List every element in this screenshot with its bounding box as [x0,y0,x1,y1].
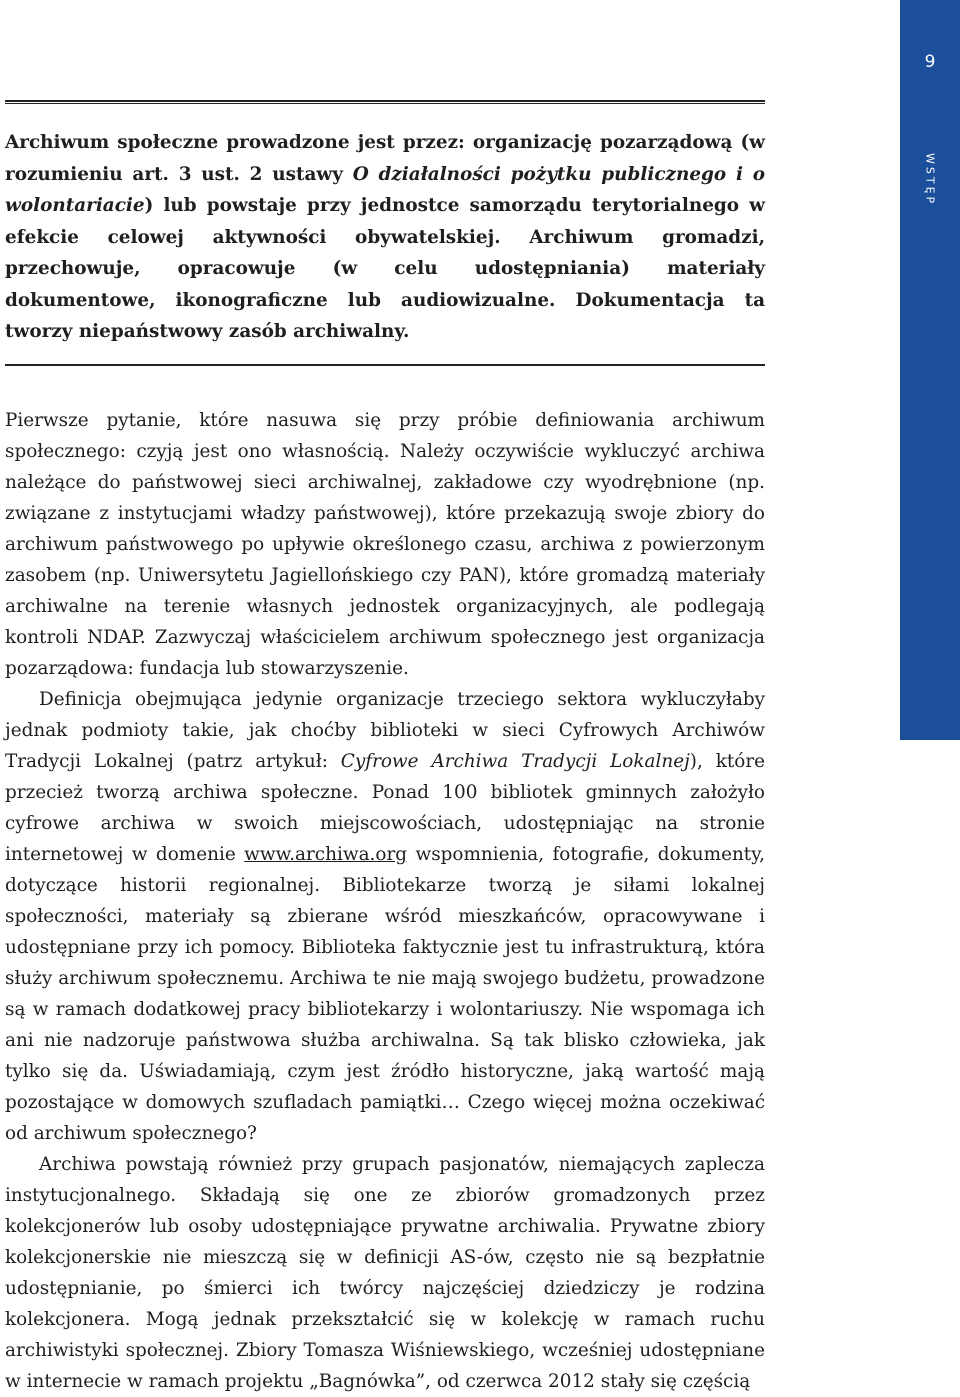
paragraph-2 [5,684,765,1149]
p2-article-title: Cyfrowe Archiwa Tradycji Lokalnej [340,751,690,772]
top-rule [5,100,765,104]
lead-text-2: ) lub powstaje przy jednostce samorządu terytorialnego w efekcie celowej aktywności obywatelskiej. Archiwum gromadzi, przechowuje, opracowuje (w celu udostępniania) materiały dokumentowe, ikonograficzne lub audiowizualne. Dokumentacja ta tworzy niepaństwowy zasób archiwalny. [5,195,765,342]
p2-text-b: ), które przecież tworzą archiwa społeczne. Ponad 100 bibliotek gminnych założyło cyfrowe archiwa w swoich miejscowościach, udostępniając na stronie internetowej w domenie [5,751,765,865]
body-text [5,405,765,1397]
lead-text-1: Archiwum społeczne prowadzone jest przez: organizację pozarządową (w rozumieniu art. 3 ust. 2 ustawy [5,132,765,185]
p2-text-a: Definicja obejmująca jedynie organizacje trzeciego sektora wykluczyłaby jednak podmioty takie, jak choćby biblioteki w sieci Cyfrowych Archiwów Tradycji Lokalnej (patrz artykuł: [5,689,765,772]
lead-law-title: O działalności pożytku publicznego i o wolontariacie [5,163,765,216]
p2-text-c: wspomnienia, fotografie, dokumenty, dotyczące historii regionalnej. Bibliotekarze tworzą je siłami lokalnej społeczności, materiały są zbierane wśród mieszkańców, opracowywane i udostępniane przy ich pomocy. Biblioteka faktycznie jest tu infrastrukturą, która służy archiwum społecznemu. Archiwa te nie mają swojego budżetu, prowadzone są w ramach dodatkowej pracy bibliotekarzy i wolontariuszy. Nie wspomaga ich ani nie nadzoruje państwowa służba archiwalna. Są tak blisko człowieka, jak tylko się da. Uświadamiają, czym jest źródło historyczne, jaką wartość mają pozostające w domowych szufladach pamiątki… Czego więcej można oczekiwać od archiwum społecznego? [5,844,765,1144]
paragraph-1: Pierwsze pytanie, które nasuwa się przy próbie definiowania archiwum społecznego: czyją jest ono własnością. Należy oczywiście wykluczyć archiwa należące do państwowej sieci archiwalnej, zakładowe czy wyodrębnione (np. związane z instytucjami władzy państwowej), które przekazują swoje zbiory do archiwum państwowego po upływie określonego czasu, archiwa z powierzonym zasobem (np. Uniwersytetu Jagiellońskiego czy PAN), które gromadzą materiały archiwalne na terenie własnych jednostek organizacyjnych, ale podlegają kontroli NDAP. Zazwyczaj właścicielem archiwum społecznego jest organizacja pozarządowa: fundacja lub stowarzyszenie. [5,410,765,679]
lead-paragraph [5,127,765,348]
paragraph-3: Archiwa powstają również przy grupach pasjonatów, niemających zaplecza instytucjonalnego. Składają się one ze zbiorów gromadzonych przez kolekcjonerów lub osoby udostępniające prywatne archiwalia. Prywatne zbiory kolekcjonerskie nie mieszczą się w definicji AS-ów, często nie są bezpłatnie udostępnianie, po śmierci ich twórcy najczęściej dziedziczy je rodzina kolekcjonera. Mogą jednak przekształcić się w kolekcję w ramach ruchu archiwistyki społecznej. Zbiory Tomasza Wiśniewskiego, wcześniej udostępniane w internecie w ramach projektu „Bagnówka”, od czerwca 2012 stały się częścią [5,1154,765,1392]
page-number: 9 [924,52,936,72]
bottom-rule [5,364,765,366]
section-tab [900,0,960,740]
section-label: WSTĘP [923,153,937,207]
archiwa-link[interactable]: www.archiwa.org [244,844,408,865]
